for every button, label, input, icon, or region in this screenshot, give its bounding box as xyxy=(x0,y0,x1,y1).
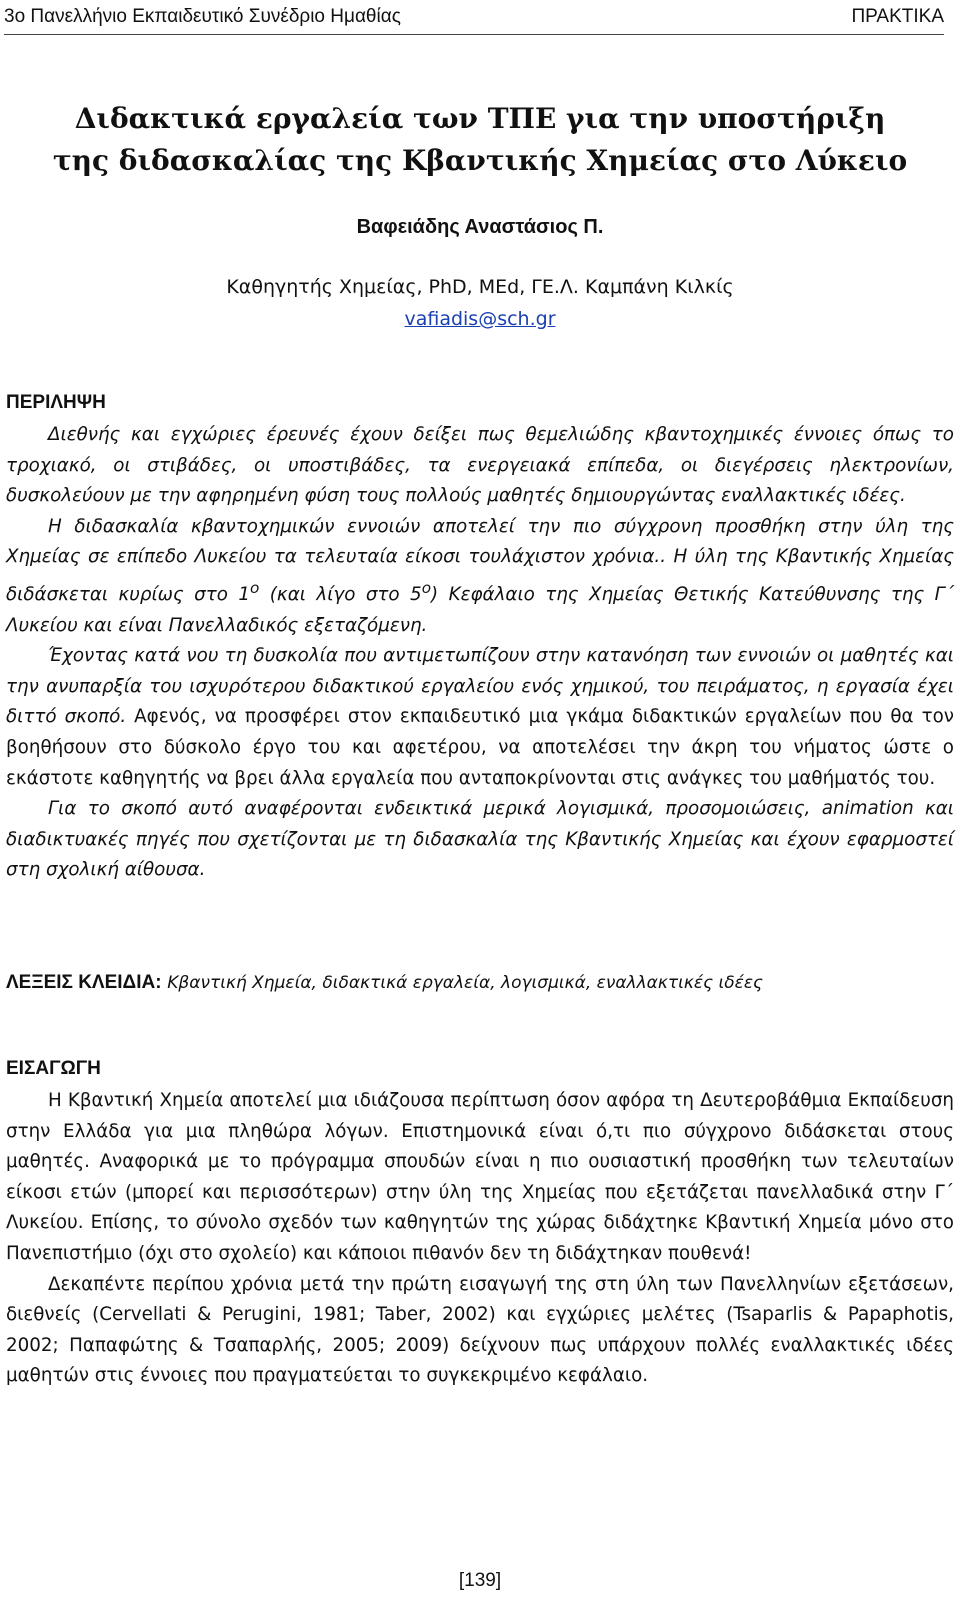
introduction-paragraph: Δεκαπέντε περίπου χρόνια μετά την πρώτη εισαγωγή της στη ύλη των Πανελληνίων εξετάσεων, διεθνείς (Cervellati & Perugini, 1981; Taber, 2002) και εγχώριες μελέτες (Tsaparlis & Papaphotis, 2002; Παπαφώτης & Τσαπαρλής, 2005; 2009) δείχνουν πως υπάρχουν πολλές εναλλακτικές ιδέες μαθητών στις έννοιες που πραγματεύεται το συγκεκριμένο κεφάλαιο. xyxy=(6,1273,954,1387)
text-run: Η διδασκαλία κβαντοχημικών εννοιών αποτελεί την πιο σύγχρονη προσθήκη στην ύλη της Χημείας σε επίπεδο Λυκείου τα τελευταία είκοσι τουλάχιστον χρόνια.. Η ύλη της Κβαντικής Χημείας διδάσκεται κυρίως στο 1 xyxy=(6,515,954,606)
abstract-paragraph: Διεθνής και εγχώριες έρευνές έχουν δείξει πως θεμελιώδης κβαντοχημικές έννοιες όπως το τροχιακό, οι στιβάδες, οι υποστιβάδες, τα ενεργειακά επίπεδα, οι διεγέρσεις ηλεκτρονίων, δυσκολεύουν με την αφηρημένη φύση τους πολλούς μαθητές δημιουργώντας εναλλακτικές ιδέες. xyxy=(6,424,954,507)
author-affiliation: Καθηγητής Χημείας, PhD, MEd, ΓΕ.Λ. Καμπάνη Κιλκίς xyxy=(226,276,734,298)
introduction-paragraph: Η Κβαντική Χημεία αποτελεί μια ιδιάζουσα περίπτωση όσον αφόρα τη Δευτεροβάθμια Εκπαίδευση στην Ελλάδα για μια πληθώρα λόγων. Επιστημονικά είναι ό,τι πιο σύγχρονο διδάσκεται στους μαθητές. Αναφορικά με το πρόγραμμα σπουδών είναι η πιο ουσιαστική προσθήκη των τελευταίων είκοσι ετών (μπορεί και περισσότερων) στην ύλη της Χημείας που εξετάζεται πανελλαδικά στην Γ΄ Λυκείου. Επίσης, το σύνολο σχεδόν των καθηγητών της χώρας διδάχτηκε Κβαντική Χημεία μόνο στο Πανεπιστήμιο (όχι στο σχολείο) και κάποιοι πιθανόν δεν τη διδάχτηκαν πουθενά! xyxy=(6,1090,954,1264)
keywords-text: Κβαντική Χημεία, διδακτικά εργαλεία, λογισμικά, εναλλακτικές ιδέες xyxy=(167,973,763,993)
keywords xyxy=(6,972,954,994)
conference-name: 3ο Πανελλήνιο Εκπαιδευτικό Συνέδριο Ημαθίας xyxy=(4,6,401,27)
email-link[interactable]: vafiadis@sch.gr xyxy=(404,308,556,330)
abstract-paragraph: Για το σκοπό αυτό αναφέρονται ενδεικτικά μερικά λογισμικά, προσομοιώσεις, animation και διαδικτυακές πηγές που σχετίζονται με τη διδασκαλία της Κβαντικής Χημείας και έχουν εφαρμοστεί στη σχολική αίθουσα. xyxy=(6,798,954,881)
text-run: ) Κεφάλαιο της Χημείας Θετικής Κατεύθυνσης της Γ΄ Λυκείου και είναι Πανελλαδικός εξεταζόμενη. xyxy=(6,584,954,636)
abstract-body xyxy=(6,420,954,886)
abstract-paragraph xyxy=(6,512,954,641)
introduction-body xyxy=(6,1086,954,1392)
abstract-paragraph xyxy=(6,641,954,794)
page-number: [139] xyxy=(458,1570,502,1591)
section-label: ΠΡΑΚΤΙΚΑ xyxy=(851,6,944,27)
paper-title xyxy=(40,98,920,182)
introduction-heading: ΕΙΣΑΓΩΓΗ xyxy=(6,1058,101,1079)
superscript: ο xyxy=(250,578,260,597)
text-run: Αφενός, να προσφέρει στον εκπαιδευτικό μια γκάμα διδακτικών εργαλείων που θα τον βοηθήσουν στο δύσκολο έργο του και αφετέρου, να αποτελέσει την άκρη του νήματος ώστε ο εκάστοτε καθηγητής να βρει άλλα εργαλεία που ανταποκρίνονται στις ανάγκες του μαθήματός του. xyxy=(6,706,954,789)
title-line: Διδακτικά εργαλεία των ΤΠΕ για την υποστήριξη xyxy=(74,102,886,135)
text-run: (και λίγο στο 5 xyxy=(259,584,422,606)
author-email xyxy=(0,308,960,330)
superscript: ο xyxy=(421,578,432,597)
abstract-heading: ΠΕΡΙΛΗΨΗ xyxy=(6,392,106,413)
text-run: Έχοντας κατά νου τη δυσκολία που αντιμετωπίζουν στην κατανόηση των εννοιών οι μαθητές και την ανυπαρξία του ισχυρότερου διδακτικού εργαλείου ενός χημικού, του πειράματος, η εργασία έχει διττό σκοπό. xyxy=(6,645,954,728)
running-header xyxy=(4,0,944,35)
author-name: Βαφειάδης Αναστάσιος Π. xyxy=(356,216,604,238)
keywords-label: ΛΕΞΕΙΣ ΚΛΕΙΔΙΑ: xyxy=(6,972,162,993)
title-line: της διδασκαλίας της Κβαντικής Χημείας στο Λύκειο xyxy=(52,144,908,177)
